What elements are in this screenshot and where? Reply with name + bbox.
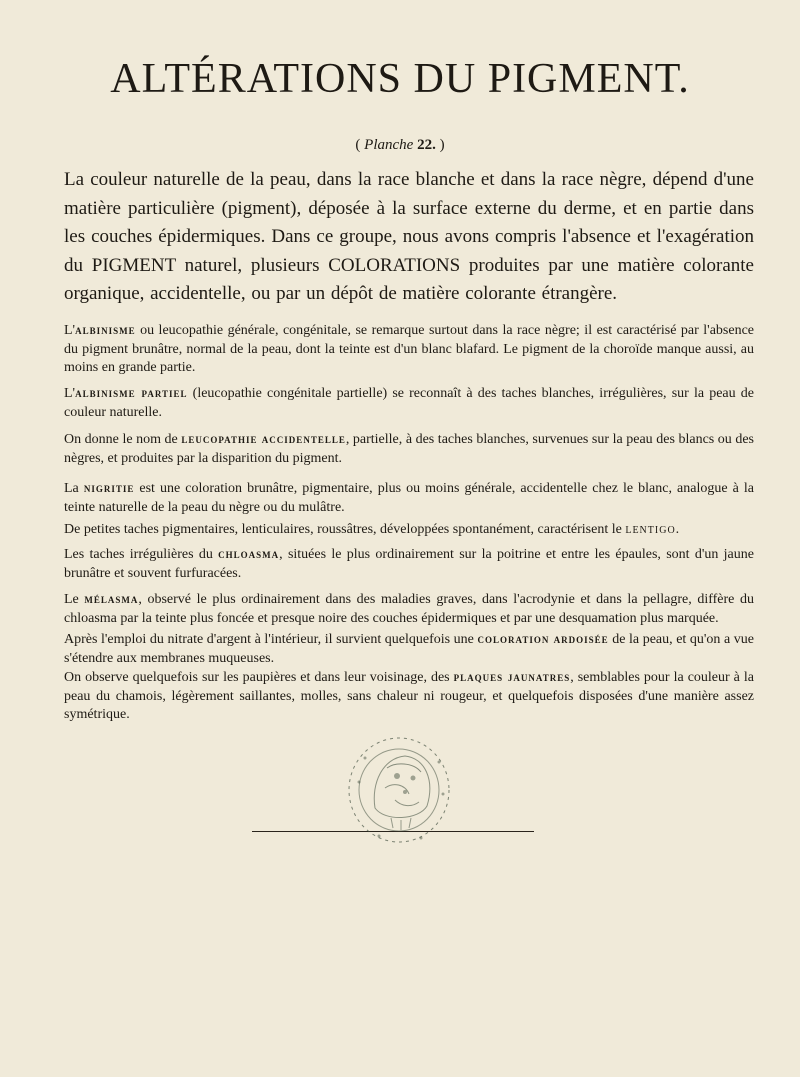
paragraph-chloasma [64,545,754,583]
paragraph-lead: Les taches irrégulières du [64,547,219,562]
plate-close-paren: ) [435,137,445,153]
page-title: ALTÉRATIONS DU PIGMENT. [110,56,690,102]
term-melasma: mélasma [84,591,139,606]
paragraph-lead: L' [64,323,76,338]
plate-reference [0,137,800,154]
paragraph-lead: Après l'emploi du nitrate d'argent à l'intérieur, il survient quelquefois une [64,632,478,647]
term-nigritie: nigritie [83,480,135,495]
term-coloration-ardoisee: coloration ardoisée [477,631,609,646]
plate-number: 22. [417,137,436,153]
paragraph-lead: La [64,481,84,496]
paragraph-nigritie [64,479,754,517]
term-chloasma: chloasma [218,546,280,561]
plate-word: Planche [364,137,414,153]
paragraph-body: De petites taches pigmentaires, lenticulaires, roussâtres, développées spontanément, caractérisent le [64,522,626,537]
paragraph-body: ou leucopathie générale, congénitale, se remarque surtout dans la race nègre; il est caractérisé par l'absence du pigment brunâtre, normal de la peau, dont la teinte est d'un blanc blafard. Le pigment de la choroïde manque aussi, au moins en grande partie. [64,323,754,375]
term-leucopathie-accidentelle: leucopathie accidentelle [181,431,346,446]
paragraph-body: , situées le plus ordinairement sur la poitrine et entre les épaules, sont d'un jaune brunâtre et souvent furfuracées. [64,547,754,581]
paragraph-body: de la peau, et qu'on a vue s'étendre aux membranes muqueuses. [64,632,755,666]
intro-paragraph: La couleur naturelle de la peau, dans la race blanche et dans la race nègre, dépend d'une matière particulière (pigment), déposée à la surface externe du derme, et en partie dans les couches épidermiques. Dans ce groupe, nous avons compris l'absence et l'exagération du PIGMENT naturel, plusieurs COLORATIONS produites par une matière colorante organique, accidentelle, ou par un dépôt de matière colorante étrangère. [64,169,754,304]
paragraph-lentigo [64,521,754,540]
paragraph-lead: On observe quelquefois sur les paupières et dans leur voisinage, des [64,670,454,685]
paragraph-lead: L' [64,386,76,401]
plate-open-paren: ( [355,137,365,153]
paragraph-plaques [64,668,754,725]
library-stamp-seal-icon [335,728,465,850]
paragraph-albinisme [64,321,754,378]
paragraph-body: , semblables pour la couleur à la peau du chamois, légèrement saillantes, molles, sans chaleur ni rougeur, et quelquefois disposées d'une manière assez symétrique. [64,670,754,722]
term-albinisme: albinisme [75,322,136,337]
paragraph-body: , observé le plus ordinairement dans des maladies graves, dans l'acrodynie et dans la pellagre, diffère du chloasma par la teinte plus foncée et presque noire des couches épidermiques et par une desquamation plus marquée. [64,592,754,626]
term-lentigo: lentigo. [625,522,681,537]
term-plaques-jaunatres: plaques jaunatres [453,669,571,684]
paragraph-lead: Le [64,592,85,607]
paragraph-melasma [64,590,754,628]
paragraph-body: (leucopathie congénitale partielle) se reconnaît à des taches blanches, irrégulières, sur la peau de couleur naturelle. [64,386,754,420]
paragraph-coloration-ardoisee [64,630,754,668]
paragraph-lead: On donne le nom de [64,432,182,447]
paragraph-leucopathie [64,430,754,468]
paragraph-body: , partielle, à des taches blanches, survenues sur la peau des blancs ou des nègres, et produites par la disparition du pigment. [64,432,755,466]
term-albinisme-partiel: albinisme partiel [75,385,188,400]
paragraph-body: est une coloration brunâtre, pigmentaire, plus ou moins générale, accidentelle chez le blanc, analogue à la teinte naturelle de la peau du nègre ou du mulâtre. [64,481,754,515]
paragraph-albinisme-partiel [64,384,754,422]
